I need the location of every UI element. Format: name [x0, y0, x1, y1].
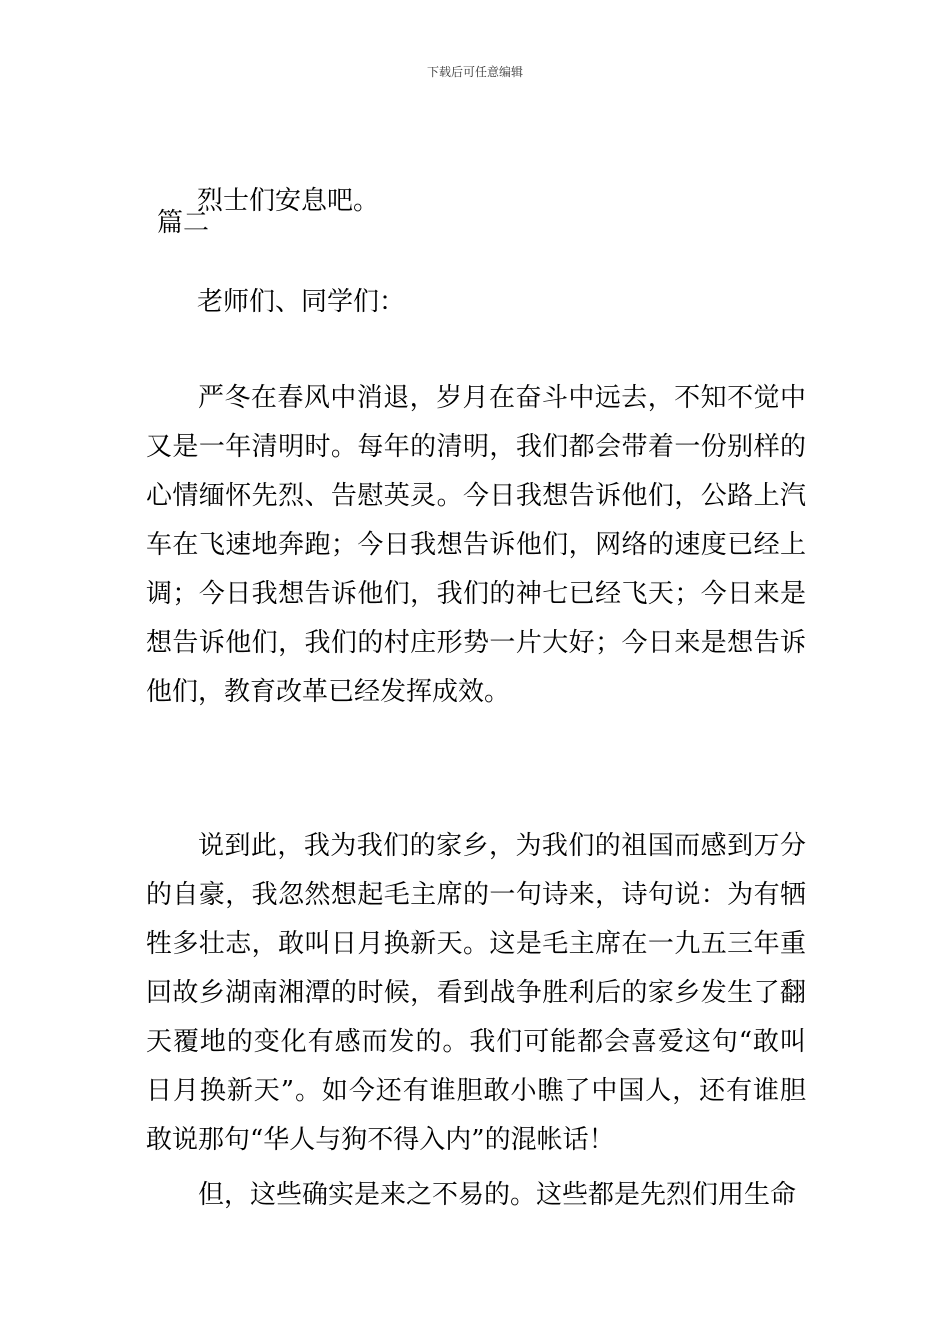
paragraph-3: 但，这些确实是来之不易的。这些都是先烈们用生命: [198, 1180, 797, 1210]
section-title: 篇二: [157, 208, 210, 238]
salutation: 老师们、同学们：: [197, 287, 406, 317]
paragraph-1: 严冬在春风中消退，岁月在奋斗中远去，不知不觉中又是一年清明时。每年的清明，我们都会带着一份别样的心情缅怀先烈、告慰英灵。今日我想告诉他们，公路上汽车在飞速地奔跑；今日我想告诉他们，网络的速度已经上调；今日我想告诉他们，我们的神七已经飞天；今日来是想告诉他们，我们的村庄形势一片大好；今日来是想告诉他们，教育改革已经发挥成效。: [146, 383, 806, 707]
closing-line: 烈士们安息吧。: [197, 186, 380, 216]
paragraph-2: 说到此，我为我们的家乡，为我们的祖国而感到万分的自豪，我忽然想起毛主席的一句诗来，诗句说：为有牺牲多壮志，敢叫日月换新天。这是毛主席在一九五三年重回故乡湖南湘潭的时候，看到战争胜利后的家乡发生了翻天覆地的变化有感而发的。我们可能都会喜爱这句“敢叫日月换新天”。如今还有谁胆敢小瞧了中国人，还有谁胆敢说那句“华人与狗不得入内”的混帐话！: [146, 831, 806, 1155]
page-header-note: 下载后可任意编辑: [426, 65, 523, 79]
